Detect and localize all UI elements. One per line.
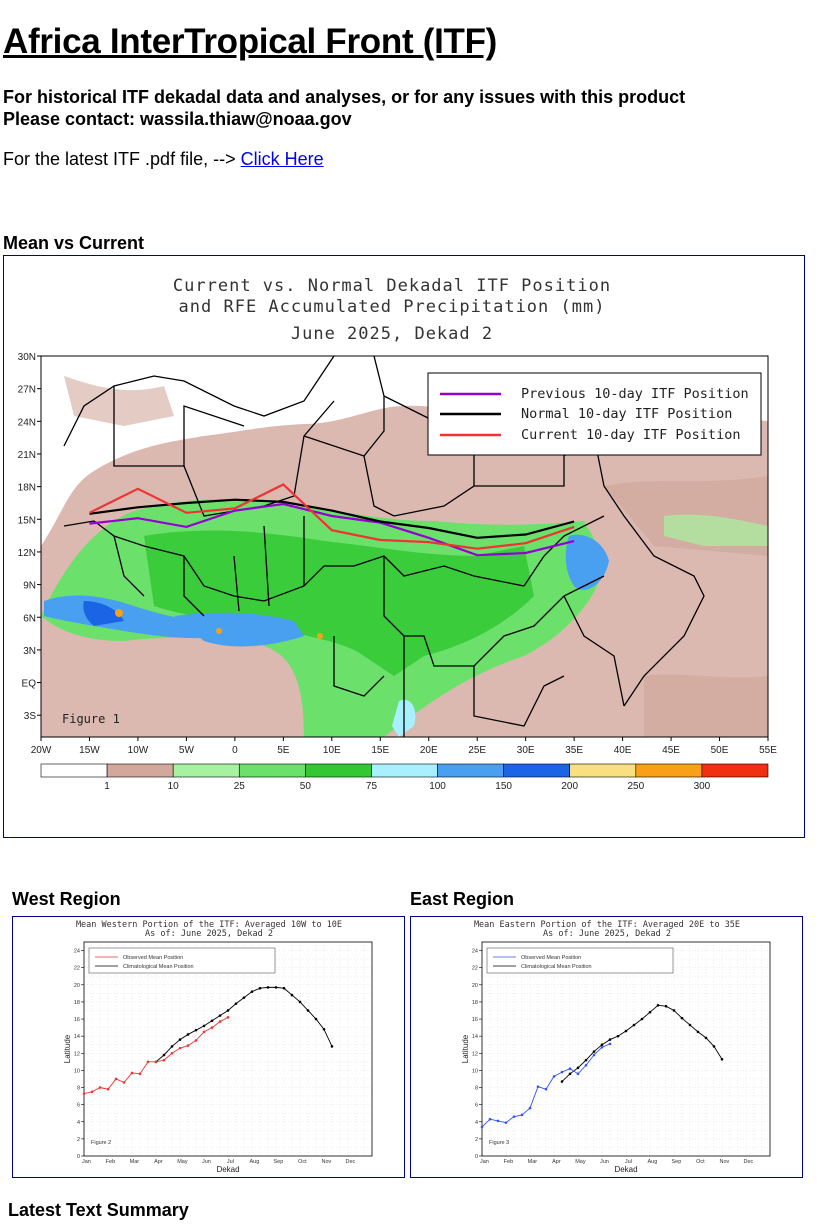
colorbar-swatch xyxy=(504,764,570,777)
west-climatology-point xyxy=(291,994,294,997)
east-observed-point xyxy=(481,1126,484,1129)
east-region-chart xyxy=(411,917,802,1177)
east-climatology-point xyxy=(673,1009,676,1012)
lat-tick-label: 12N xyxy=(17,547,36,559)
latitude-ticks xyxy=(18,352,41,722)
lat-tick-label: 3S xyxy=(23,711,36,723)
west-climatology-point xyxy=(251,990,254,993)
east-ytick-label: 24 xyxy=(471,948,478,955)
west-observed-point xyxy=(203,1031,206,1034)
colorbar-swatch xyxy=(41,764,107,777)
east-legend-climatological: Climatological Mean Position xyxy=(521,964,592,970)
east-climatology-point xyxy=(657,1004,660,1007)
west-month-label: Apr xyxy=(154,1159,163,1165)
west-climatology-point xyxy=(219,1014,222,1017)
east-grid xyxy=(482,942,770,1156)
east-chart-title-2: As of: June 2025, Dekad 2 xyxy=(543,929,671,939)
west-observed-point xyxy=(99,1086,102,1089)
colorbar-swatch xyxy=(173,764,239,777)
west-ytick-label: 20 xyxy=(73,982,80,989)
west-legend-climatological: Climatological Mean Position xyxy=(123,964,194,970)
lon-tick-label: 15E xyxy=(371,745,390,756)
east-observed-point xyxy=(553,1075,556,1078)
lon-tick-label: 40E xyxy=(613,745,632,756)
west-ytick-label: 12 xyxy=(73,1051,80,1058)
map-panel xyxy=(41,356,768,737)
west-ytick-label: 10 xyxy=(73,1068,80,1075)
west-ytick-label: 18 xyxy=(73,999,80,1006)
east-ytick-label: 18 xyxy=(471,999,478,1006)
colorbar-swatch xyxy=(570,764,636,777)
west-month-label: Dec xyxy=(345,1159,356,1165)
east-climatology-point xyxy=(665,1005,668,1008)
west-ytick-label: 8 xyxy=(76,1085,80,1092)
contact-line-2: Please contact: wassila.thiaw@noaa.gov xyxy=(3,109,352,129)
west-climatology-point xyxy=(275,986,278,989)
east-observed-point xyxy=(585,1064,588,1067)
colorbar-swatch xyxy=(305,764,371,777)
east-month-label: Mar xyxy=(527,1159,538,1165)
lat-tick-label: 9N xyxy=(23,580,36,592)
east-chart-title-1: Mean Eastern Portion of the ITF: Averaged 20E to 35E xyxy=(473,920,741,930)
lon-tick-label: 20W xyxy=(30,745,52,756)
west-climatology-point xyxy=(235,1002,238,1005)
east-month-label: Dec xyxy=(743,1159,754,1165)
west-observed-point xyxy=(187,1044,190,1047)
west-climatology-point xyxy=(227,1009,230,1012)
east-observed-point xyxy=(489,1118,492,1121)
west-chart-frame xyxy=(12,916,405,1178)
east-month-label: Nov xyxy=(719,1159,730,1165)
west-observed-point xyxy=(155,1061,158,1064)
west-observed-point xyxy=(139,1073,142,1076)
east-ytick-label: 10 xyxy=(471,1068,478,1075)
colorbar-label: 50 xyxy=(299,781,311,792)
contact-info xyxy=(3,86,685,130)
east-observed-point xyxy=(505,1121,508,1124)
east-ytick-label: 6 xyxy=(474,1102,478,1109)
lon-tick-label: 30E xyxy=(516,745,535,756)
lon-tick-label: 0 xyxy=(232,745,238,756)
west-chart-title-2: As of: June 2025, Dekad 2 xyxy=(145,929,273,939)
west-climatology-point xyxy=(307,1009,310,1012)
west-observed-point xyxy=(131,1072,134,1075)
west-ytick-label: 14 xyxy=(73,1034,80,1041)
west-climatology-point xyxy=(203,1025,206,1028)
lon-tick-label: 35E xyxy=(565,745,584,756)
west-month-label: Jul xyxy=(226,1159,234,1165)
longitude-ticks xyxy=(31,737,778,756)
east-observed-point xyxy=(601,1046,604,1049)
lon-tick-label: 55E xyxy=(759,745,777,756)
colorbar-swatch xyxy=(438,764,504,777)
lat-tick-label: 27N xyxy=(17,384,36,396)
west-ytick-label: 6 xyxy=(76,1102,80,1109)
west-grid xyxy=(84,942,372,1156)
colorbar-label: 250 xyxy=(627,781,645,792)
west-observed-point xyxy=(123,1081,126,1084)
west-month-label: Aug xyxy=(249,1159,260,1165)
east-ytick-label: 8 xyxy=(474,1085,478,1092)
east-legend-observed: Observed Mean Position xyxy=(521,955,582,961)
west-ytick-label: 2 xyxy=(76,1136,80,1143)
precip-colorbar xyxy=(41,764,768,792)
east-chart-legend xyxy=(487,948,673,973)
east-climatology-point xyxy=(641,1018,644,1021)
main-map-frame xyxy=(3,255,805,838)
lon-tick-label: 10W xyxy=(127,745,149,756)
east-climatology-point xyxy=(577,1067,580,1070)
colorbar-label: 25 xyxy=(233,781,245,792)
lon-tick-label: 10E xyxy=(322,745,341,756)
east-observed-point xyxy=(513,1115,516,1118)
east-climatology-point xyxy=(705,1037,708,1040)
east-observed-point xyxy=(545,1088,548,1091)
west-legend-observed: Observed Mean Position xyxy=(123,955,184,961)
east-ytick-label: 22 xyxy=(471,965,478,972)
itf-map xyxy=(4,256,804,837)
lat-tick-label: EQ xyxy=(21,678,36,690)
east-ytick-label: 16 xyxy=(471,1017,478,1024)
west-month-label: Jun xyxy=(201,1159,211,1165)
west-observed-line xyxy=(84,1017,228,1093)
legend-previous-label: Previous 10-day ITF Position xyxy=(521,386,749,402)
east-climatology-line xyxy=(562,1005,722,1081)
east-ytick-label: 14 xyxy=(471,1034,478,1041)
lon-tick-label: 20E xyxy=(419,745,438,756)
west-climatology-point xyxy=(267,986,270,989)
west-ytick-label: 24 xyxy=(73,948,80,955)
east-month-label: Oct xyxy=(696,1159,705,1165)
pdf-line xyxy=(3,149,324,170)
colorbar-swatch xyxy=(371,764,437,777)
east-xlabel: Dekad xyxy=(614,1165,638,1174)
east-climatology-point xyxy=(721,1058,724,1061)
west-observed-point xyxy=(219,1020,222,1023)
lat-tick-label: 21N xyxy=(17,449,36,461)
east-climatology-point xyxy=(609,1038,612,1041)
west-figure-label: Figure 2 xyxy=(91,1140,112,1146)
west-chart-legend xyxy=(89,948,275,973)
east-climatology-point xyxy=(681,1017,684,1020)
map-title-1: Current vs. Normal Dekadal ITF Position xyxy=(172,276,612,296)
west-observed-point xyxy=(147,1061,150,1064)
east-month-label: Sep xyxy=(671,1159,682,1165)
west-climatology-point xyxy=(195,1029,198,1032)
east-plot-area xyxy=(482,942,770,1156)
west-plot-area xyxy=(84,942,372,1156)
west-observed-point xyxy=(91,1091,94,1094)
west-ytick-label: 16 xyxy=(73,1017,80,1024)
lat-tick-label: 15N xyxy=(17,515,36,527)
colorbar-label: 200 xyxy=(561,781,579,792)
west-observed-point xyxy=(83,1092,86,1095)
west-climatology-point xyxy=(171,1045,174,1048)
colorbar-label: 150 xyxy=(495,781,512,792)
colorbar-label: 10 xyxy=(167,781,179,792)
east-month-label: Jul xyxy=(624,1159,632,1165)
west-climatology-point xyxy=(259,987,262,990)
east-month-label: Jan xyxy=(479,1159,489,1165)
west-climatology-point xyxy=(323,1028,326,1031)
west-month-label: Jan xyxy=(81,1159,91,1165)
west-month-label: Feb xyxy=(105,1159,116,1165)
page-title: Africa InterTropical Front (ITF) xyxy=(3,22,498,61)
lat-tick-label: 30N xyxy=(17,352,36,363)
east-climatology-point xyxy=(617,1035,620,1038)
east-ylabel: Latitude xyxy=(461,1034,470,1064)
east-climatology-point xyxy=(569,1073,572,1076)
west-xlabel: Dekad xyxy=(216,1165,240,1174)
west-chart-title-1: Mean Western Portion of the ITF: Averaged 10W to 10E xyxy=(75,920,343,930)
colorbar-label: 1 xyxy=(104,781,110,792)
colorbar-label: 100 xyxy=(429,781,446,792)
lat-tick-label: 24N xyxy=(17,417,36,429)
section-east-region: East Region xyxy=(410,889,515,909)
west-ytick-label: 4 xyxy=(76,1119,80,1126)
east-climatology-point xyxy=(561,1080,564,1083)
east-climatology-point xyxy=(625,1030,628,1033)
west-observed-point xyxy=(211,1026,214,1029)
west-month-label: Nov xyxy=(321,1159,332,1165)
east-climatology-point xyxy=(649,1011,652,1014)
pdf-prefix: For the latest ITF .pdf file, --> xyxy=(3,149,236,169)
east-observed-point xyxy=(593,1054,596,1057)
legend-normal-label: Normal 10-day ITF Position xyxy=(521,406,733,422)
lat-tick-label: 6N xyxy=(23,613,36,625)
east-climatology-point xyxy=(689,1024,692,1027)
west-climatology-point xyxy=(283,987,286,990)
west-climatology-point xyxy=(299,1001,302,1004)
colorbar-swatch xyxy=(107,764,173,777)
west-observed-point xyxy=(179,1047,182,1050)
east-climatology-point xyxy=(601,1043,604,1046)
lon-tick-label: 15W xyxy=(79,745,100,756)
section-west-region: West Region xyxy=(12,889,121,909)
lat-tick-label: 3N xyxy=(23,645,36,657)
west-climatology-point xyxy=(187,1033,190,1036)
map-legend xyxy=(428,373,761,455)
west-observed-point xyxy=(115,1078,118,1081)
lon-tick-label: 5E xyxy=(277,745,290,756)
east-ytick-label: 2 xyxy=(474,1136,478,1143)
east-ytick-label: 0 xyxy=(474,1154,478,1160)
east-month-label: May xyxy=(575,1159,586,1165)
east-chart-frame xyxy=(410,916,803,1178)
west-ylabel: Latitude xyxy=(63,1034,72,1064)
section-mean-vs-current: Mean vs Current xyxy=(3,233,145,253)
east-climatology-point xyxy=(713,1045,716,1048)
east-observed-point xyxy=(521,1114,524,1117)
pdf-link[interactable]: Click Here xyxy=(240,149,324,169)
east-climatology-point xyxy=(633,1024,636,1027)
east-observed-point xyxy=(577,1073,580,1076)
map-title-2: and RFE Accumulated Precipitation (mm) xyxy=(178,297,606,317)
west-month-label: Oct xyxy=(298,1159,307,1165)
west-climatology-point xyxy=(331,1045,334,1048)
east-climatology-point xyxy=(593,1050,596,1053)
east-ytick-label: 4 xyxy=(474,1119,478,1126)
contact-line-1: For historical ITF dekadal data and analyses, or for any issues with this product xyxy=(3,87,686,107)
east-climatology-point xyxy=(585,1059,588,1062)
west-climatology-point xyxy=(179,1038,182,1041)
west-region-chart xyxy=(13,917,404,1177)
colorbar-label: 300 xyxy=(693,781,711,792)
lon-tick-label: 50E xyxy=(710,745,729,756)
colorbar-swatch xyxy=(239,764,305,777)
east-month-label: Apr xyxy=(552,1159,561,1165)
east-observed-point xyxy=(497,1120,500,1123)
west-ytick-label: 0 xyxy=(76,1154,80,1160)
east-observed-point xyxy=(529,1107,532,1110)
east-observed-point xyxy=(561,1071,564,1074)
east-ytick-label: 12 xyxy=(471,1051,478,1058)
map-title-3: June 2025, Dekad 2 xyxy=(290,324,494,344)
legend-current-label: Current 10-day ITF Position xyxy=(521,427,741,443)
east-observed-point xyxy=(569,1067,572,1070)
lon-tick-label: 5W xyxy=(178,745,194,756)
west-observed-point xyxy=(195,1039,198,1042)
west-observed-point xyxy=(171,1052,174,1055)
west-month-label: May xyxy=(177,1159,188,1165)
east-figure-label: Figure 3 xyxy=(489,1140,510,1146)
east-month-label: Feb xyxy=(503,1159,514,1165)
lon-tick-label: 25E xyxy=(468,745,487,756)
east-month-label: Aug xyxy=(647,1159,658,1165)
figure-1-label: Figure 1 xyxy=(62,712,120,726)
east-observed-point xyxy=(537,1085,540,1088)
lon-tick-label: 45E xyxy=(662,745,680,756)
west-month-label: Mar xyxy=(129,1159,140,1165)
west-climatology-point xyxy=(243,996,246,999)
colorbar-label: 75 xyxy=(365,781,378,792)
east-month-label: Jun xyxy=(599,1159,609,1165)
east-ytick-label: 20 xyxy=(471,982,478,989)
colorbar-swatch xyxy=(702,764,768,777)
west-climatology-point xyxy=(211,1019,214,1022)
west-ytick-label: 22 xyxy=(73,965,80,972)
west-observed-point xyxy=(163,1059,166,1062)
lat-tick-label: 18N xyxy=(17,482,36,494)
section-latest-summary: Latest Text Summary xyxy=(8,1200,189,1220)
colorbar-swatch xyxy=(636,764,702,777)
west-climatology-point xyxy=(163,1054,166,1057)
east-climatology-point xyxy=(697,1031,700,1034)
west-observed-point xyxy=(227,1016,230,1019)
west-month-label: Sep xyxy=(273,1159,284,1165)
west-observed-point xyxy=(107,1088,110,1091)
east-observed-point xyxy=(609,1043,612,1046)
west-climatology-point xyxy=(315,1018,318,1021)
